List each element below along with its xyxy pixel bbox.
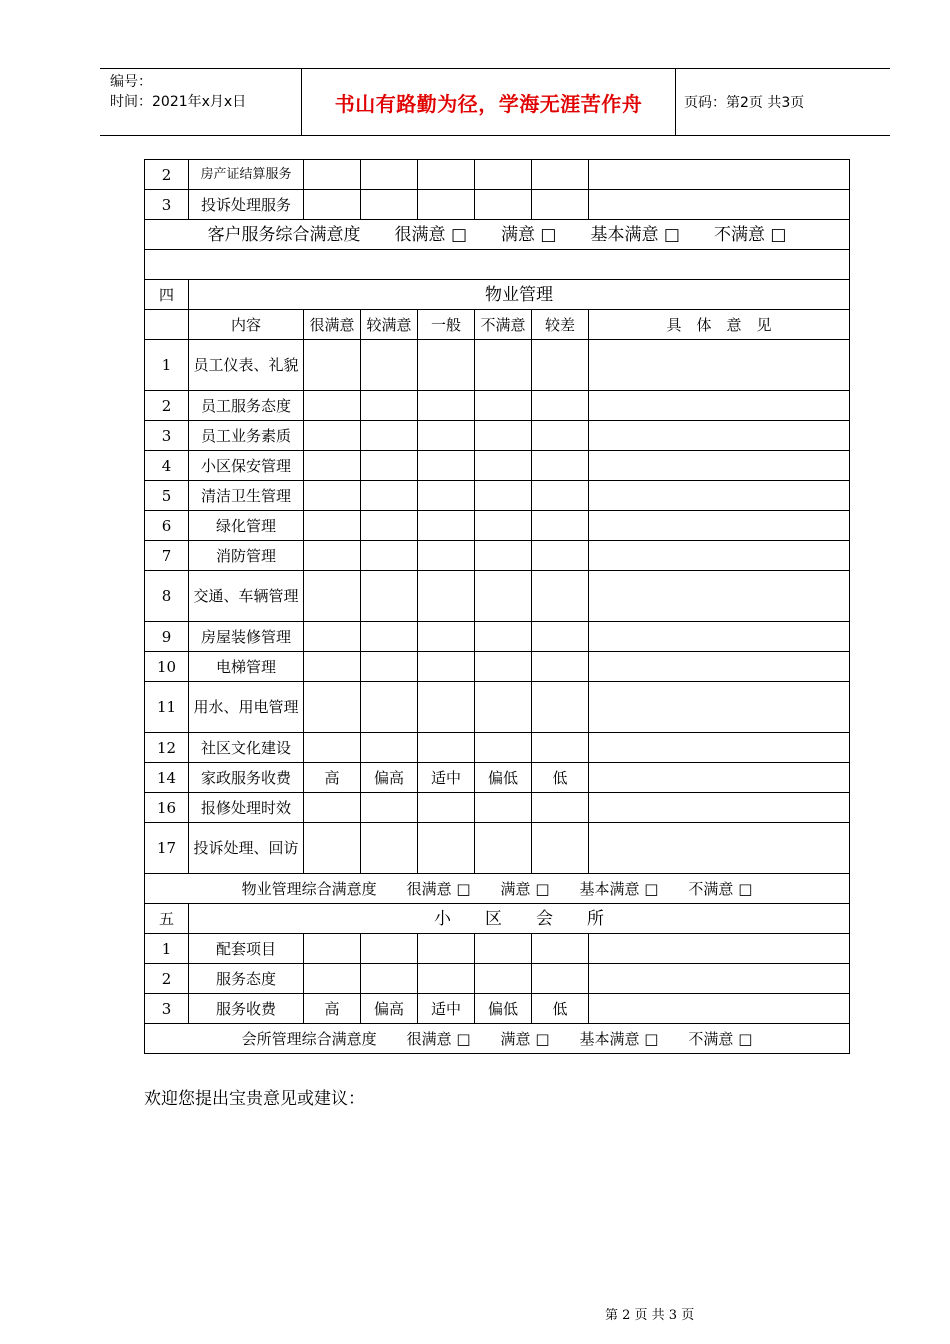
- column-header: 内容: [189, 310, 304, 340]
- rating-cell[interactable]: [418, 964, 475, 994]
- rating-cell[interactable]: [418, 391, 475, 421]
- row-number: 2: [145, 160, 189, 190]
- rating-cell[interactable]: [475, 622, 532, 652]
- rating-cell[interactable]: [532, 823, 589, 874]
- row-number: 3: [145, 421, 189, 451]
- opinion-cell[interactable]: [589, 733, 850, 763]
- table-row: [145, 934, 850, 964]
- opinion-cell[interactable]: [589, 964, 850, 994]
- row-item: 配套项目: [189, 934, 304, 964]
- rating-cell[interactable]: [532, 652, 589, 682]
- row-number: 9: [145, 622, 189, 652]
- opinion-cell[interactable]: [589, 793, 850, 823]
- opinion-cell[interactable]: [589, 190, 850, 220]
- table-row: [145, 622, 850, 652]
- rating-option[interactable]: 偏高: [361, 763, 418, 793]
- rating-cell[interactable]: [304, 190, 361, 220]
- table-row: [145, 763, 850, 793]
- rating-cell[interactable]: [532, 733, 589, 763]
- opinion-cell[interactable]: [589, 763, 850, 793]
- section-number: 四: [145, 280, 189, 310]
- row-number: 8: [145, 571, 189, 622]
- rating-cell[interactable]: [304, 481, 361, 511]
- column-header: 很满意: [304, 310, 361, 340]
- rating-cell[interactable]: [361, 733, 418, 763]
- opinion-cell[interactable]: [589, 652, 850, 682]
- table-row: [145, 160, 850, 190]
- header-page-info-cell: [676, 69, 890, 135]
- rating-option[interactable]: 低: [532, 994, 589, 1024]
- rating-cell[interactable]: [418, 160, 475, 190]
- number-label: 编号：: [110, 74, 152, 90]
- row-item: 员工仪表、礼貌: [189, 340, 304, 391]
- table-row: [145, 451, 850, 481]
- rating-cell[interactable]: [418, 511, 475, 541]
- rating-cell[interactable]: [304, 571, 361, 622]
- row-item: 社区文化建设: [189, 733, 304, 763]
- rating-cell[interactable]: [304, 934, 361, 964]
- row-item: 投诉处理服务: [189, 190, 304, 220]
- rating-cell[interactable]: [475, 652, 532, 682]
- rating-cell[interactable]: [475, 451, 532, 481]
- row-item: 清洁卫生管理: [189, 481, 304, 511]
- closing-prompt: 欢迎您提出宝贵意见或建议：: [144, 1089, 365, 1109]
- row-item: 投诉处理、回访: [189, 823, 304, 874]
- row-number: 7: [145, 541, 189, 571]
- rating-cell[interactable]: [361, 481, 418, 511]
- column-header: 具 体 意 见: [589, 310, 850, 340]
- opinion-cell[interactable]: [589, 451, 850, 481]
- rating-cell[interactable]: [532, 451, 589, 481]
- opinion-cell[interactable]: [589, 481, 850, 511]
- row-number: 2: [145, 391, 189, 421]
- rating-option[interactable]: 偏高: [361, 994, 418, 1024]
- rating-cell[interactable]: [532, 391, 589, 421]
- column-header-row: [145, 310, 850, 340]
- row-item: 电梯管理: [189, 652, 304, 682]
- rating-cell[interactable]: [361, 571, 418, 622]
- row-item: 家政服务收费: [189, 763, 304, 793]
- row-number: 17: [145, 823, 189, 874]
- table-row: [145, 682, 850, 733]
- rating-cell[interactable]: [475, 340, 532, 391]
- blank-cell: [145, 310, 189, 340]
- row-item: 服务态度: [189, 964, 304, 994]
- rating-cell[interactable]: [532, 622, 589, 652]
- rating-cell[interactable]: [361, 190, 418, 220]
- column-header: 不满意: [475, 310, 532, 340]
- rating-option[interactable]: 偏低: [475, 763, 532, 793]
- column-header: 较差: [532, 310, 589, 340]
- rating-cell[interactable]: [304, 511, 361, 541]
- row-number: 11: [145, 682, 189, 733]
- rating-cell[interactable]: [361, 823, 418, 874]
- table-row: [145, 340, 850, 391]
- row-item: 房产证结算服务: [189, 160, 304, 190]
- opinion-cell[interactable]: [589, 994, 850, 1024]
- row-item: 员工服务态度: [189, 391, 304, 421]
- rating-cell[interactable]: [361, 622, 418, 652]
- rating-cell[interactable]: [475, 733, 532, 763]
- table-row: [145, 571, 850, 622]
- section-header-row: [145, 280, 850, 310]
- rating-cell[interactable]: [475, 421, 532, 451]
- rating-cell[interactable]: [532, 571, 589, 622]
- rating-cell[interactable]: [418, 541, 475, 571]
- rating-cell[interactable]: [532, 421, 589, 451]
- row-number: 6: [145, 511, 189, 541]
- row-item: 房屋装修管理: [189, 622, 304, 652]
- row-number: 4: [145, 451, 189, 481]
- row-number: 14: [145, 763, 189, 793]
- rating-cell[interactable]: [532, 160, 589, 190]
- rating-cell[interactable]: [304, 391, 361, 421]
- rating-cell[interactable]: [304, 733, 361, 763]
- rating-cell[interactable]: [418, 421, 475, 451]
- rating-cell[interactable]: [532, 964, 589, 994]
- header-motto-cell: [302, 69, 676, 135]
- rating-cell[interactable]: [532, 511, 589, 541]
- rating-cell[interactable]: [304, 421, 361, 451]
- rating-cell[interactable]: [475, 160, 532, 190]
- rating-option[interactable]: 低: [532, 763, 589, 793]
- rating-cell[interactable]: [361, 340, 418, 391]
- section4-rows: [145, 340, 850, 874]
- rating-option[interactable]: 高: [304, 763, 361, 793]
- rating-cell[interactable]: [418, 622, 475, 652]
- blank-cell: [145, 250, 850, 280]
- rating-cell[interactable]: [532, 682, 589, 733]
- table-row: [145, 994, 850, 1024]
- rating-cell[interactable]: [361, 934, 418, 964]
- rating-cell[interactable]: [418, 934, 475, 964]
- row-number: 16: [145, 793, 189, 823]
- opinion-cell[interactable]: [589, 391, 850, 421]
- rating-cell[interactable]: [304, 964, 361, 994]
- row-item: 报修处理时效: [189, 793, 304, 823]
- row-item: 用水、用电管理: [189, 682, 304, 733]
- rating-cell[interactable]: [532, 481, 589, 511]
- table-row: [145, 421, 850, 451]
- row-item: 绿化管理: [189, 511, 304, 541]
- survey-table: [144, 159, 850, 1054]
- row-number: 5: [145, 481, 189, 511]
- table-row: [145, 964, 850, 994]
- rating-cell[interactable]: [361, 682, 418, 733]
- page-header: [100, 68, 890, 136]
- rating-cell[interactable]: [304, 451, 361, 481]
- rating-cell[interactable]: [361, 652, 418, 682]
- property-management-summary[interactable]: 物业管理综合满意度 很满意 □ 满意 □ 基本满意 □ 不满意 □: [145, 874, 850, 904]
- row-number: 3: [145, 994, 189, 1024]
- row-item: 服务收费: [189, 994, 304, 1024]
- table-row: [145, 652, 850, 682]
- rating-cell[interactable]: [418, 571, 475, 622]
- summary-row: [145, 1024, 850, 1054]
- blank-row: [145, 250, 850, 280]
- rating-cell[interactable]: [475, 571, 532, 622]
- opinion-cell[interactable]: [589, 682, 850, 733]
- opinion-cell[interactable]: [589, 160, 850, 190]
- section-title: 物业管理: [189, 280, 850, 310]
- rating-cell[interactable]: [475, 823, 532, 874]
- rating-cell[interactable]: [475, 190, 532, 220]
- table-row: [145, 190, 850, 220]
- row-number: 10: [145, 652, 189, 682]
- opinion-cell[interactable]: [589, 934, 850, 964]
- rating-cell[interactable]: [304, 682, 361, 733]
- rating-cell[interactable]: [532, 340, 589, 391]
- section5-rows: [145, 934, 850, 1024]
- table-row: [145, 793, 850, 823]
- rating-option[interactable]: 高: [304, 994, 361, 1024]
- rating-cell[interactable]: [532, 541, 589, 571]
- header-meta: [100, 69, 302, 135]
- rating-cell[interactable]: [532, 793, 589, 823]
- rating-cell[interactable]: [475, 682, 532, 733]
- rating-cell[interactable]: [418, 190, 475, 220]
- opinion-cell[interactable]: [589, 571, 850, 622]
- opinion-cell[interactable]: [589, 340, 850, 391]
- rating-cell[interactable]: [532, 934, 589, 964]
- rating-cell[interactable]: [304, 652, 361, 682]
- rating-option[interactable]: 适中: [418, 763, 475, 793]
- opinion-cell[interactable]: [589, 622, 850, 652]
- rating-option[interactable]: 偏低: [475, 994, 532, 1024]
- motto: 书山有路勤为径，学海无涯苦作舟: [334, 91, 643, 116]
- rating-cell[interactable]: [361, 421, 418, 451]
- table-row: [145, 511, 850, 541]
- rating-cell[interactable]: [361, 391, 418, 421]
- rating-cell[interactable]: [361, 793, 418, 823]
- summary-row: [145, 874, 850, 904]
- rating-cell[interactable]: [418, 793, 475, 823]
- opinion-cell[interactable]: [589, 541, 850, 571]
- rating-cell[interactable]: [361, 964, 418, 994]
- rating-cell[interactable]: [532, 190, 589, 220]
- row-item: 消防管理: [189, 541, 304, 571]
- rating-cell[interactable]: [475, 964, 532, 994]
- customer-service-summary[interactable]: 客户服务综合满意度 很满意 □ 满意 □ 基本满意 □ 不满意 □: [145, 220, 850, 250]
- rating-cell[interactable]: [304, 622, 361, 652]
- table-row: [145, 541, 850, 571]
- row-number: 3: [145, 190, 189, 220]
- table-row: [145, 391, 850, 421]
- rating-cell[interactable]: [361, 451, 418, 481]
- rating-cell[interactable]: [418, 823, 475, 874]
- rating-cell[interactable]: [475, 934, 532, 964]
- rating-cell[interactable]: [361, 511, 418, 541]
- rating-cell[interactable]: [475, 541, 532, 571]
- row-number: 1: [145, 934, 189, 964]
- row-number: 12: [145, 733, 189, 763]
- rating-cell[interactable]: [304, 160, 361, 190]
- rating-cell[interactable]: [418, 481, 475, 511]
- rating-cell[interactable]: [304, 793, 361, 823]
- section-header-row: [145, 904, 850, 934]
- rating-cell[interactable]: [475, 481, 532, 511]
- page-footer: 第 2 页 共 3 页: [605, 1308, 695, 1323]
- table-row: [145, 481, 850, 511]
- rating-cell[interactable]: [418, 733, 475, 763]
- row-item: 小区保安管理: [189, 451, 304, 481]
- rating-cell[interactable]: [304, 340, 361, 391]
- rating-cell[interactable]: [418, 652, 475, 682]
- rating-cell[interactable]: [418, 340, 475, 391]
- rating-cell[interactable]: [304, 541, 361, 571]
- clubhouse-summary[interactable]: 会所管理综合满意度 很满意 □ 满意 □ 基本满意 □ 不满意 □: [145, 1024, 850, 1054]
- rating-cell[interactable]: [361, 160, 418, 190]
- table-row: [145, 823, 850, 874]
- rating-cell[interactable]: [304, 823, 361, 874]
- row-number: 2: [145, 964, 189, 994]
- rating-cell[interactable]: [361, 541, 418, 571]
- rating-cell[interactable]: [418, 451, 475, 481]
- page-info: 页码：第2页 共3页: [684, 95, 805, 111]
- rating-cell[interactable]: [475, 391, 532, 421]
- rating-option[interactable]: 适中: [418, 994, 475, 1024]
- rating-cell[interactable]: [475, 511, 532, 541]
- opinion-cell[interactable]: [589, 823, 850, 874]
- time-label: 时间：2021年x月x日: [110, 94, 247, 110]
- column-header: 较满意: [361, 310, 418, 340]
- section-number: 五: [145, 904, 189, 934]
- table-row: [145, 733, 850, 763]
- rating-cell[interactable]: [475, 793, 532, 823]
- opinion-cell[interactable]: [589, 421, 850, 451]
- opinion-cell[interactable]: [589, 511, 850, 541]
- row-item: 交通、车辆管理: [189, 571, 304, 622]
- section-title: 小 区 会 所: [189, 904, 850, 934]
- rating-cell[interactable]: [418, 682, 475, 733]
- column-header: 一般: [418, 310, 475, 340]
- summary-row: [145, 220, 850, 250]
- row-number: 1: [145, 340, 189, 391]
- row-item: 员工业务素质: [189, 421, 304, 451]
